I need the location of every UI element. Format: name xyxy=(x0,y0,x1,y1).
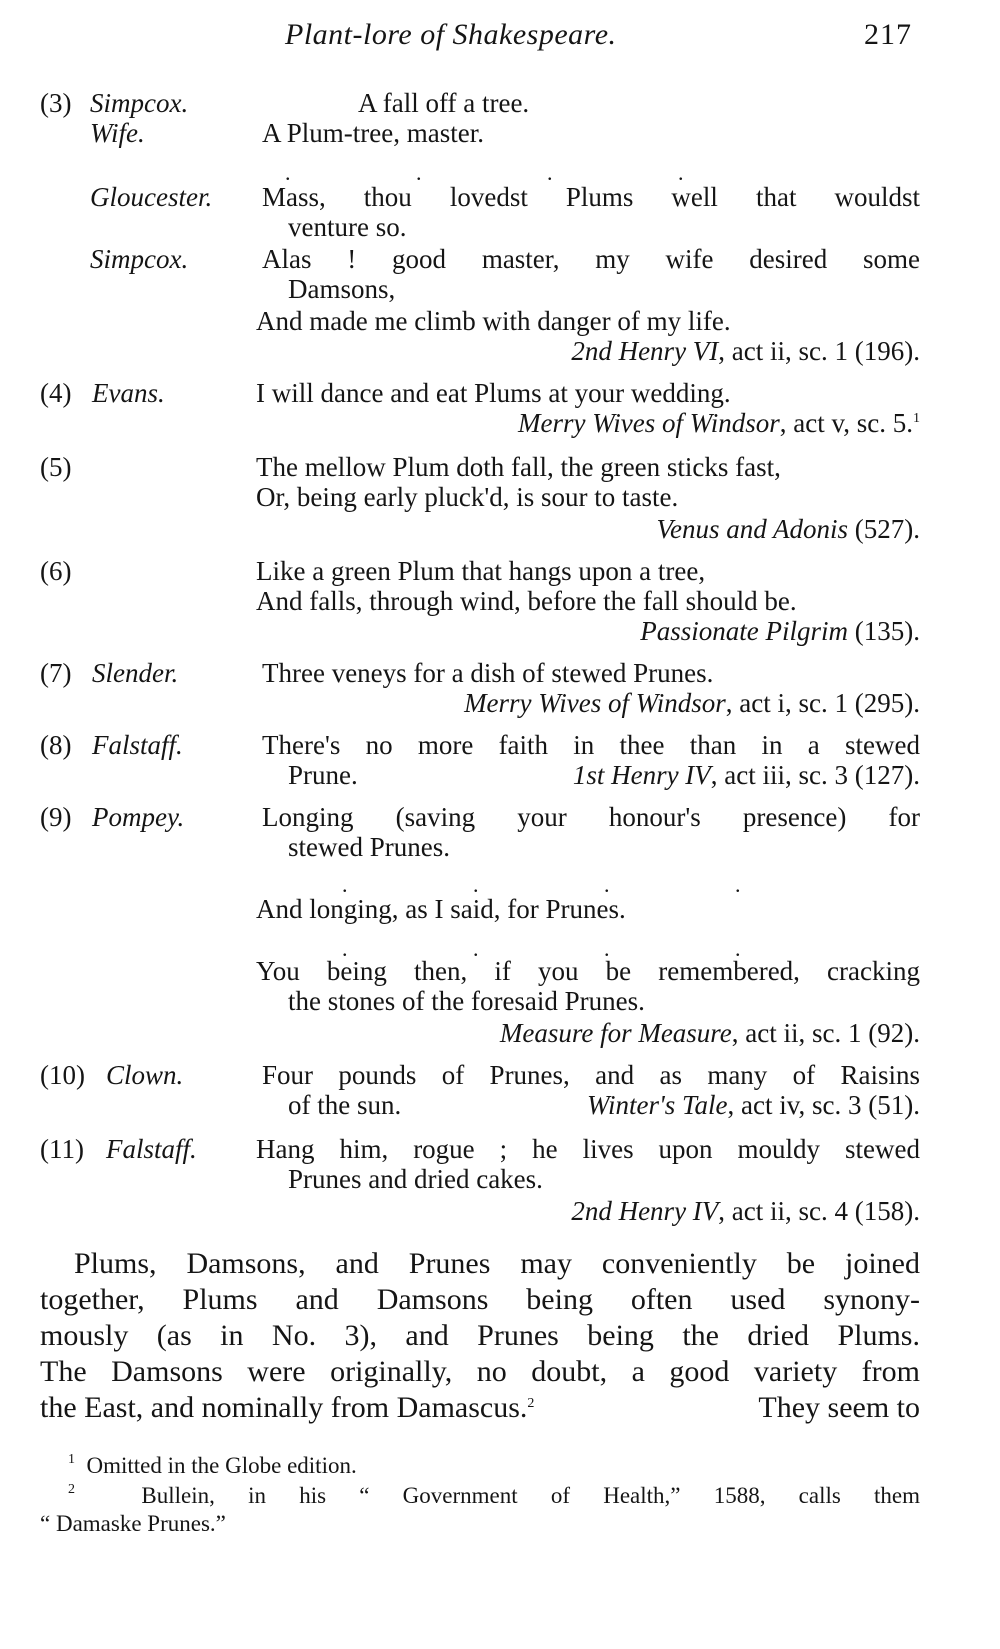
paragraph-line: mously (as in No. 3), and Prunes being the dried Plums. xyxy=(40,1319,920,1352)
quote-line: the stones of the foresaid Prunes. xyxy=(288,986,645,1016)
paragraph-line: The Damsons were originally, no doubt, a good variety from xyxy=(40,1355,920,1388)
speaker-name: Wife. xyxy=(90,118,145,148)
quote-number: (8) xyxy=(40,730,72,760)
citation: Winter's Tale, act iv, sc. 3 (51). xyxy=(586,1090,920,1120)
paragraph-line: Plums, Damsons, and Prunes may conveniently be joined xyxy=(74,1247,920,1280)
citation: Venus and Adonis (527). xyxy=(656,514,920,544)
quote-number: (5) xyxy=(40,452,72,482)
quote-line: Or, being early pluck'd, is sour to taste. xyxy=(256,482,679,512)
quote-line: Three veneys for a dish of stewed Prunes. xyxy=(262,658,714,688)
footnote-marker: 2 xyxy=(68,1482,75,1497)
quote-line: The mellow Plum doth fall, the green sticks fast, xyxy=(256,452,781,482)
running-title: Plant-lore of Shakespeare. xyxy=(285,18,617,51)
footnote-continuation: “ Damaske Prunes.” xyxy=(40,1511,226,1536)
quote-number: (11) xyxy=(40,1134,84,1164)
ellipsis-dots: . . . . xyxy=(285,160,684,185)
footnote-marker: 1 xyxy=(68,1452,75,1467)
quote-line: Longing (saving your honour's presence) for xyxy=(262,802,920,832)
page-number: 217 xyxy=(864,18,912,51)
speaker-name: Clown. xyxy=(106,1060,184,1090)
ellipsis-dots: . . . . xyxy=(342,936,741,961)
quote-line: I will dance and eat Plums at your wedding. xyxy=(256,378,731,408)
quote-line: You being then, if you be remembered, cracking xyxy=(256,956,920,986)
quote-line: Damsons, xyxy=(288,274,396,304)
citation: Merry Wives of Windsor, act i, sc. 1 (295). xyxy=(464,688,920,718)
quote-line: of the sun. xyxy=(288,1090,402,1120)
quote-number: (9) xyxy=(40,802,72,832)
quote-line: Mass, thou lovedst Plums well that wouldst xyxy=(262,182,920,212)
footnote-marker: 2 xyxy=(527,1396,535,1411)
citation: Measure for Measure, act ii, sc. 1 (92). xyxy=(499,1018,920,1048)
quote-line: And made me climb with danger of my life. xyxy=(256,306,731,336)
quote-line: Alas ! good master, my wife desired some xyxy=(262,244,920,274)
quote-line: Four pounds of Prunes, and as many of Raisins xyxy=(262,1060,920,1090)
quote-line: A fall off a tree. xyxy=(358,88,530,118)
speaker-name: Falstaff. xyxy=(92,730,183,760)
citation: 2nd Henry VI, act ii, sc. 1 (196). xyxy=(571,336,920,366)
quote-line: And longing, as I said, for Prunes. xyxy=(256,894,626,924)
quote-line: There's no more faith in thee than in a stewed xyxy=(262,730,920,760)
quote-number: (4) xyxy=(40,378,72,408)
footnote-marker: 1 xyxy=(913,411,920,426)
paragraph-line: They seem to xyxy=(758,1391,920,1424)
quote-number: (6) xyxy=(40,556,72,586)
paragraph-line: the East, and nominally from Damascus.$^2$ xyxy=(40,1391,535,1424)
quote-number: (7) xyxy=(40,658,72,688)
speaker-name: Evans. xyxy=(92,378,165,408)
ellipsis-dots: . . . . xyxy=(342,872,741,897)
quote-line: Prunes and dried cakes. xyxy=(288,1164,543,1194)
citation: 2nd Henry IV, act ii, sc. 4 (158). xyxy=(571,1196,920,1226)
speaker-name: Slender. xyxy=(92,658,179,688)
speaker-name: Falstaff. xyxy=(106,1134,197,1164)
footnote: $^2$ Bullein, in his “ Government of Health,” 1588, calls them xyxy=(68,1482,921,1508)
citation: 1st Henry IV, act iii, sc. 3 (127). xyxy=(572,760,920,790)
quote-line: And falls, through wind, before the fall should be. xyxy=(256,586,797,616)
quote-line: Prune. xyxy=(288,760,358,790)
footnote: $^1$ Omitted in the Globe edition. xyxy=(68,1452,357,1478)
paragraph-line: together, Plums and Damsons being often used synony- xyxy=(40,1283,920,1316)
quote-line: A Plum-tree, master. xyxy=(262,118,484,148)
quote-line: venture so. xyxy=(288,212,407,242)
speaker-name: Simpcox. xyxy=(90,88,189,118)
quote-number: (3) xyxy=(40,88,72,118)
speaker-name: Simpcox. xyxy=(90,244,189,274)
speaker-name: Pompey. xyxy=(92,802,185,832)
quote-number: (10) xyxy=(40,1060,85,1090)
citation: Merry Wives of Windsor, act v, sc. 5.$^1$ xyxy=(518,408,920,438)
quote-line: Like a green Plum that hangs upon a tree, xyxy=(256,556,706,586)
citation: Passionate Pilgrim (135). xyxy=(640,616,920,646)
speaker-name: Gloucester. xyxy=(90,182,213,212)
quote-line: Hang him, rogue ; he lives upon mouldy stewed xyxy=(256,1134,920,1164)
quote-line: stewed Prunes. xyxy=(288,832,450,862)
